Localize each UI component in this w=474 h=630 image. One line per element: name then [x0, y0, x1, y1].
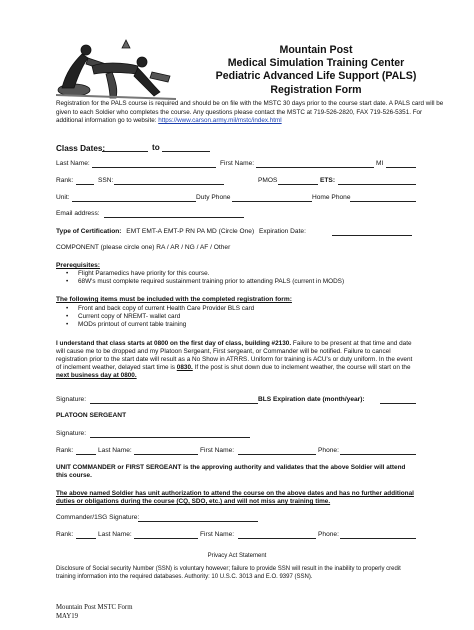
mi-field[interactable] — [386, 167, 416, 168]
certification-expiration-field[interactable] — [332, 235, 412, 236]
platoon-first-name-field[interactable] — [238, 454, 316, 455]
ssn-field[interactable] — [114, 184, 224, 185]
platoon-rank-label: Rank: — [56, 447, 74, 454]
certification-row — [56, 228, 306, 236]
commander-last-name-field[interactable] — [134, 538, 198, 539]
intro-text: Registration for the PALS course is required and should be on file with the MSTC 30 days prior to the course start date. A PALS card will be given to each Soldier who completes the course. Any questions please contact the MSTC at 719-526-2820, FAX 719-526-5351. For additional information go to website: — [56, 100, 444, 125]
platoon-signature-label: Signature: — [56, 430, 87, 437]
required-items-list — [56, 305, 254, 329]
website-link[interactable]: https://www.carson.army.mil/mstc/index.html — [158, 117, 282, 125]
class-start-date-field[interactable] — [102, 151, 148, 152]
intro-paragraph — [56, 100, 446, 126]
bls-expiration-field[interactable] — [380, 403, 416, 404]
ets-label: ETS: — [320, 177, 336, 184]
commander-last-name-label: Last Name: — [98, 531, 132, 538]
header-organization: Mountain Post — [279, 44, 353, 56]
delayed-start-time: 0830. — [176, 364, 193, 371]
bls-expiration-label: BLS Expiration date (month/year): — [258, 396, 365, 403]
commander-rank-label: Rank: — [56, 531, 74, 538]
ssn-label: SSN: — [98, 177, 114, 184]
home-phone-label: Home Phone — [312, 194, 351, 201]
list-item: • Front and back copy of current Health Care Provider BLS card — [66, 305, 255, 312]
commander-phone-field[interactable] — [340, 538, 416, 539]
certification-label: Type of Certification: — [56, 228, 122, 235]
platoon-first-name-label: First Name: — [200, 447, 235, 454]
commander-first-name-field[interactable] — [238, 538, 316, 539]
form-footer — [56, 604, 132, 621]
platoon-last-name-label: Last Name: — [98, 447, 132, 454]
signature-label: Signature: — [56, 396, 87, 403]
commander-signature-field[interactable] — [138, 521, 258, 522]
rank-field[interactable] — [76, 184, 94, 185]
commander-rank-field[interactable] — [76, 538, 96, 539]
header-course-name: Pediatric Advanced Life Support (PALS) — [215, 70, 417, 83]
pmos-field[interactable] — [278, 184, 318, 185]
duty-phone-field[interactable] — [232, 201, 312, 202]
bullet-icon: • — [66, 305, 69, 312]
last-name-label: Last Name: — [56, 160, 90, 167]
soldiers-logo-image — [52, 32, 182, 104]
attendance-statement-lead: I understand that class starts at 0800 on the first day of class, building #2130. — [56, 340, 292, 347]
duty-phone-label: Duty Phone — [196, 194, 231, 201]
footer-form-version: MAY19 — [56, 612, 79, 620]
class-end-date-field[interactable] — [162, 151, 210, 152]
ets-field[interactable] — [338, 184, 416, 185]
mi-label: MI — [376, 160, 384, 167]
pmos-label: PMOS — [258, 177, 278, 184]
unit-field[interactable] — [72, 201, 196, 202]
bullet-icon: • — [66, 270, 69, 277]
platoon-phone-field[interactable] — [340, 454, 416, 455]
form-header — [188, 44, 444, 97]
list-item: • MODs printout of current table training — [66, 321, 187, 328]
certification-options[interactable]: EMT EMT-A EMT-P RN PA MD (Circle One) — [126, 228, 255, 235]
footer-form-name: Mountain Post MSTC Form — [56, 604, 133, 611]
rank-label: Rank: — [56, 177, 74, 184]
home-phone-field[interactable] — [350, 201, 416, 202]
header-form-title: Registration Form — [270, 83, 362, 96]
list-item: • Flight Paramedics have priority for this course. — [66, 270, 210, 277]
class-dates-row — [56, 144, 105, 153]
commander-first-name-label: First Name: — [200, 531, 235, 538]
component-row[interactable]: COMPONENT (please circle one) RA / AR / NG / AF / Other — [56, 244, 231, 251]
commander-signature-label: Commander/1SG Signature: — [56, 514, 140, 521]
authorization-statement: The above named Soldier has unit authorization to attend the course on the above dates and has no further additional duties or obligations during the course (CQ, SDO, etc.) and will not miss any training time. — [56, 490, 414, 505]
platoon-sergeant-title: PLATOON SERGEANT — [56, 412, 127, 419]
header-center-name: Medical Simulation Training Center — [227, 57, 405, 70]
first-name-field[interactable] — [256, 167, 374, 168]
class-dates-to-label: to — [152, 143, 160, 152]
signature-field[interactable] — [90, 403, 258, 404]
privacy-act-text: Disclosure of Social security Number (SSN) is voluntary however; failure to provide SSN will result in the inability to properly credit training information into the required databases. Authority: 10 U.S.C. 3013 and E.O. 9397 (SSN). — [56, 566, 401, 580]
platoon-phone-label: Phone: — [318, 447, 339, 454]
prerequisites-title: Prerequisites: — [56, 262, 100, 269]
required-items-title: The following items must be included with the completed registration form: — [56, 296, 292, 303]
email-field[interactable] — [104, 217, 244, 218]
class-dates-label: Class Dates: — [56, 144, 106, 153]
next-business-day: next business day at 0800. — [56, 372, 137, 379]
list-item: • Current copy of NREMT- wallet card — [66, 313, 181, 320]
prerequisites-list — [56, 270, 344, 286]
platoon-last-name-field[interactable] — [134, 454, 198, 455]
expiration-label: Expiration Date: — [259, 228, 306, 235]
email-label: Email address: — [56, 210, 100, 217]
privacy-act-title: Privacy Act Statement — [207, 553, 267, 559]
list-item: • 68W's must complete required sustainment training prior to attending PALS (current in MODS) — [66, 278, 345, 285]
first-name-label: First Name: — [220, 160, 255, 167]
commander-phone-label: Phone: — [318, 531, 339, 538]
attendance-statement: I understand that class starts at 0800 on the first day of class, building #2130. Failure to be present at that time and date will cause me to be dropped and my Platoon Sergeant, First sergeant, or Commander will be notified. Failure to cancel registration prior to the start date will result as a No Show in ATRRS. Uniform for training is ACU's or duty uniform. In the event of inclement weather, delayed start time is 0830. If the post is shut down due to inclement weather, the course will start on the next business day at 0800. — [56, 340, 413, 379]
platoon-signature-field[interactable] — [90, 437, 250, 438]
unit-label: Unit: — [56, 194, 70, 201]
platoon-rank-field[interactable] — [76, 454, 96, 455]
bullet-icon: • — [66, 278, 69, 285]
commander-statement: UNIT COMMANDER or FIRST SERGEANT is the approving authority and validates that the above Soldier will attend this course. — [56, 464, 406, 479]
bullet-icon: • — [66, 313, 69, 320]
last-name-field[interactable] — [92, 167, 216, 168]
bullet-icon: • — [66, 321, 69, 328]
